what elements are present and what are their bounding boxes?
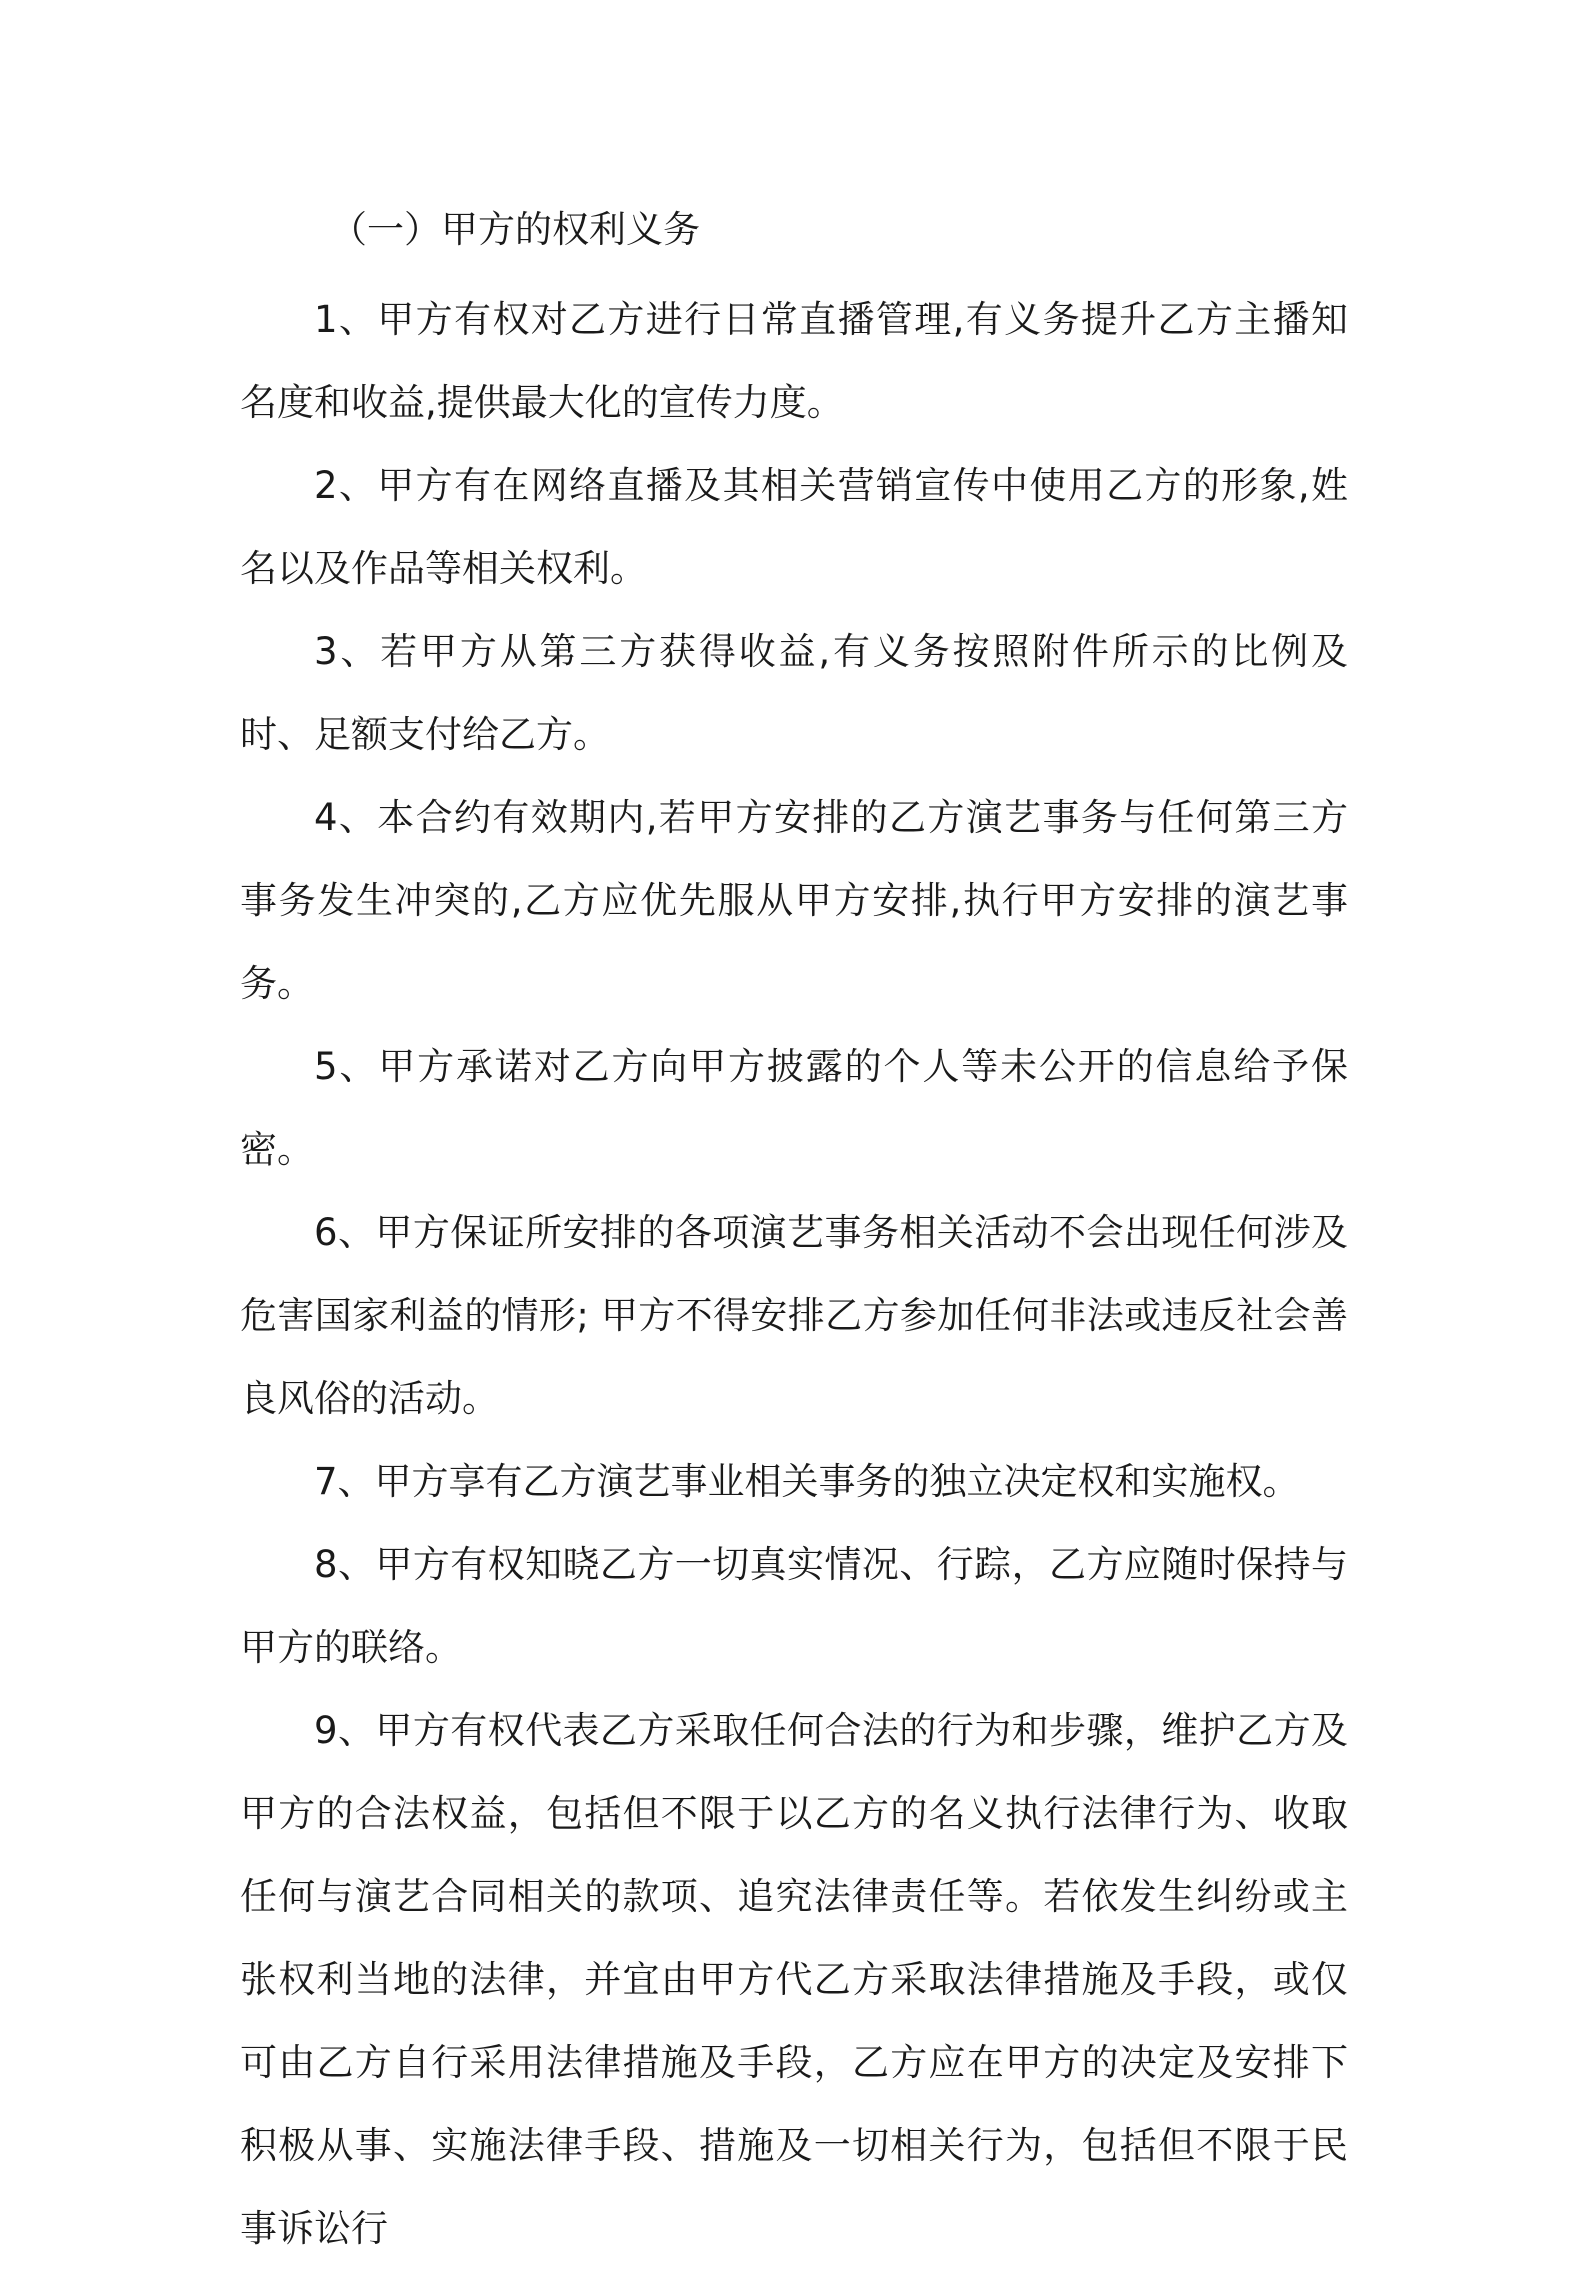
clause-5: 5、甲方承诺对乙方向甲方披露的个人等未公开的信息给予保密。 [240, 1045, 1348, 1171]
clause-9: 9、甲方有权代表乙方采取任何合法的行为和步骤，维护乙方及甲方的合法权益，包括但不限于以乙方的名义执行法律行为、收取任何与演艺合同相关的款项、追究法律责任等。若依发生纠纷或主张权利当地的法律，并宜由甲方代乙方采取法律措施及手段，或仅可由乙方自行采用法律措施及手段，乙方应在甲方的决定及安排下积极从事、实施法律手段、措施及一切相关行为，包括但不限于民事诉讼行 [240, 1709, 1348, 2250]
clause-1: 1、甲方有权对乙方进行日常直播管理,有义务提升乙方主播知名度和收益,提供最大化的宣传力度。 [240, 298, 1348, 424]
clause-2: 2、甲方有在网络直播及其相关营销宣传中使用乙方的形象,姓名以及作品等相关权利。 [240, 464, 1348, 590]
clause-7: 7、甲方享有乙方演艺事业相关事务的独立决定权和实施权。 [314, 1460, 1300, 1503]
clause-8: 8、甲方有权知晓乙方一切真实情况、行踪，乙方应随时保持与甲方的联络。 [240, 1543, 1348, 1669]
clause-3: 3、若甲方从第三方获得收益,有义务按照附件所示的比例及时、足额支付给乙方。 [240, 630, 1348, 756]
section-heading: （一）甲方的权利义务 [330, 208, 700, 251]
clause-6: 6、甲方保证所安排的各项演艺事务相关活动不会出现任何涉及危害国家利益的情形; 甲方不得安排乙方参加任何非法或违反社会善良风俗的活动。 [240, 1211, 1348, 1420]
clause-4: 4、本合约有效期内,若甲方安排的乙方演艺事务与任何第三方事务发生冲突的,乙方应优先服从甲方安排,执行甲方安排的演艺事务。 [240, 796, 1348, 1005]
clause-list [240, 278, 1348, 2270]
